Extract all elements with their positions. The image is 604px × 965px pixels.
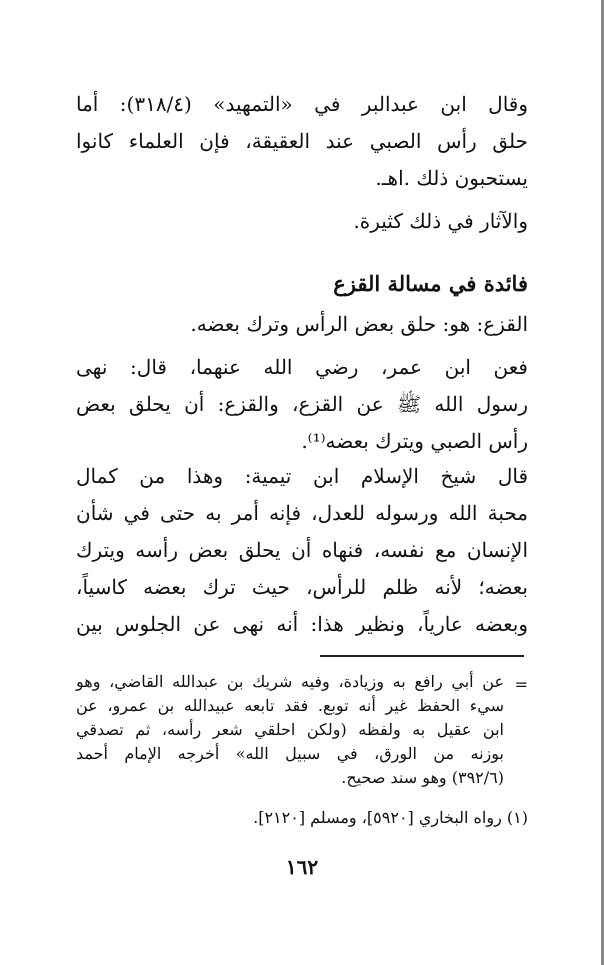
text-line: قال شيخ الإسلام ابن تيمية: وهذا من كمال <box>76 464 528 488</box>
page-number: ١٦٢ <box>285 855 319 879</box>
footnote-line: بوزنه من الورق، في سبيل الله» أخرجه الإمام أحمد <box>76 744 504 763</box>
text-line: وقال ابن عبدالبر في «التمهيد» (٣١٨/٤): أما <box>76 92 529 116</box>
paragraph-ibn-abdulbarr <box>76 86 528 197</box>
text-line: بعضه؛ لأنه ظلم للرأس، حيث ترك بعضه كاسياً، <box>76 575 528 599</box>
footnote-1 <box>76 806 528 830</box>
paragraph-ibn-taymiyya <box>76 458 528 643</box>
footnote-line: (٣٩٢/٦) وهو سند صحيح. <box>341 768 504 787</box>
text-line: والآثار في ذلك كثيرة. <box>353 209 528 233</box>
footnote-continuation-marker: = <box>514 675 528 694</box>
text-line: رأس الصبي ويترك بعضه⁽¹⁾. <box>301 429 528 453</box>
text-line: محبة الله ورسوله للعدل، فإنه أمر به حتى في شأن <box>76 501 528 525</box>
text-line: حلق رأس الصبي عند العقيقة، فإن العلماء كانوا <box>76 129 528 153</box>
footnote-line: سيء الحفظ غير أنه توبع. فقد تابعه عبيدالله بن عمرو، عن <box>76 696 504 715</box>
text-line: رسول الله ﷺ عن القزع، والقزع: أن يحلق بعض <box>76 392 528 416</box>
paragraph-hadith <box>76 349 528 460</box>
text-line: القزع: هو: حلق بعض الرأس وترك بعضه. <box>190 312 528 336</box>
footnote-line: ابن عقيل به ولفظه (ولكن احلقي شعر رأسه، ثم تصدقي <box>76 720 504 739</box>
text-line: وبعضه عارياً، ونظير هذا: أنه نهى عن الجلوس بين <box>76 612 528 636</box>
footnote-line: عن أبي رافع به وزيادة، وفيه شريك بن عبدالله القاضي، وهو <box>76 672 504 691</box>
paragraph-athar <box>76 203 528 240</box>
footnote-separator <box>320 655 524 657</box>
text-line: فعن ابن عمر، رضي الله عنهما، قال: نهى <box>76 355 528 379</box>
footnote-line: (١) رواه البخاري [٥٩٢٠]، ومسلم [٢١٢٠]. <box>253 808 528 827</box>
text-line: يستحبون ذلك .اهـ. <box>375 166 528 190</box>
footnote-continuation <box>76 670 504 790</box>
section-heading: فائدة في مسالة القزع <box>333 271 528 296</box>
text-line: الإنسان مع نفسه، فنهاه أن يحلق بعض رأسه ويترك <box>76 538 528 562</box>
paragraph-qaza-definition <box>76 306 528 343</box>
